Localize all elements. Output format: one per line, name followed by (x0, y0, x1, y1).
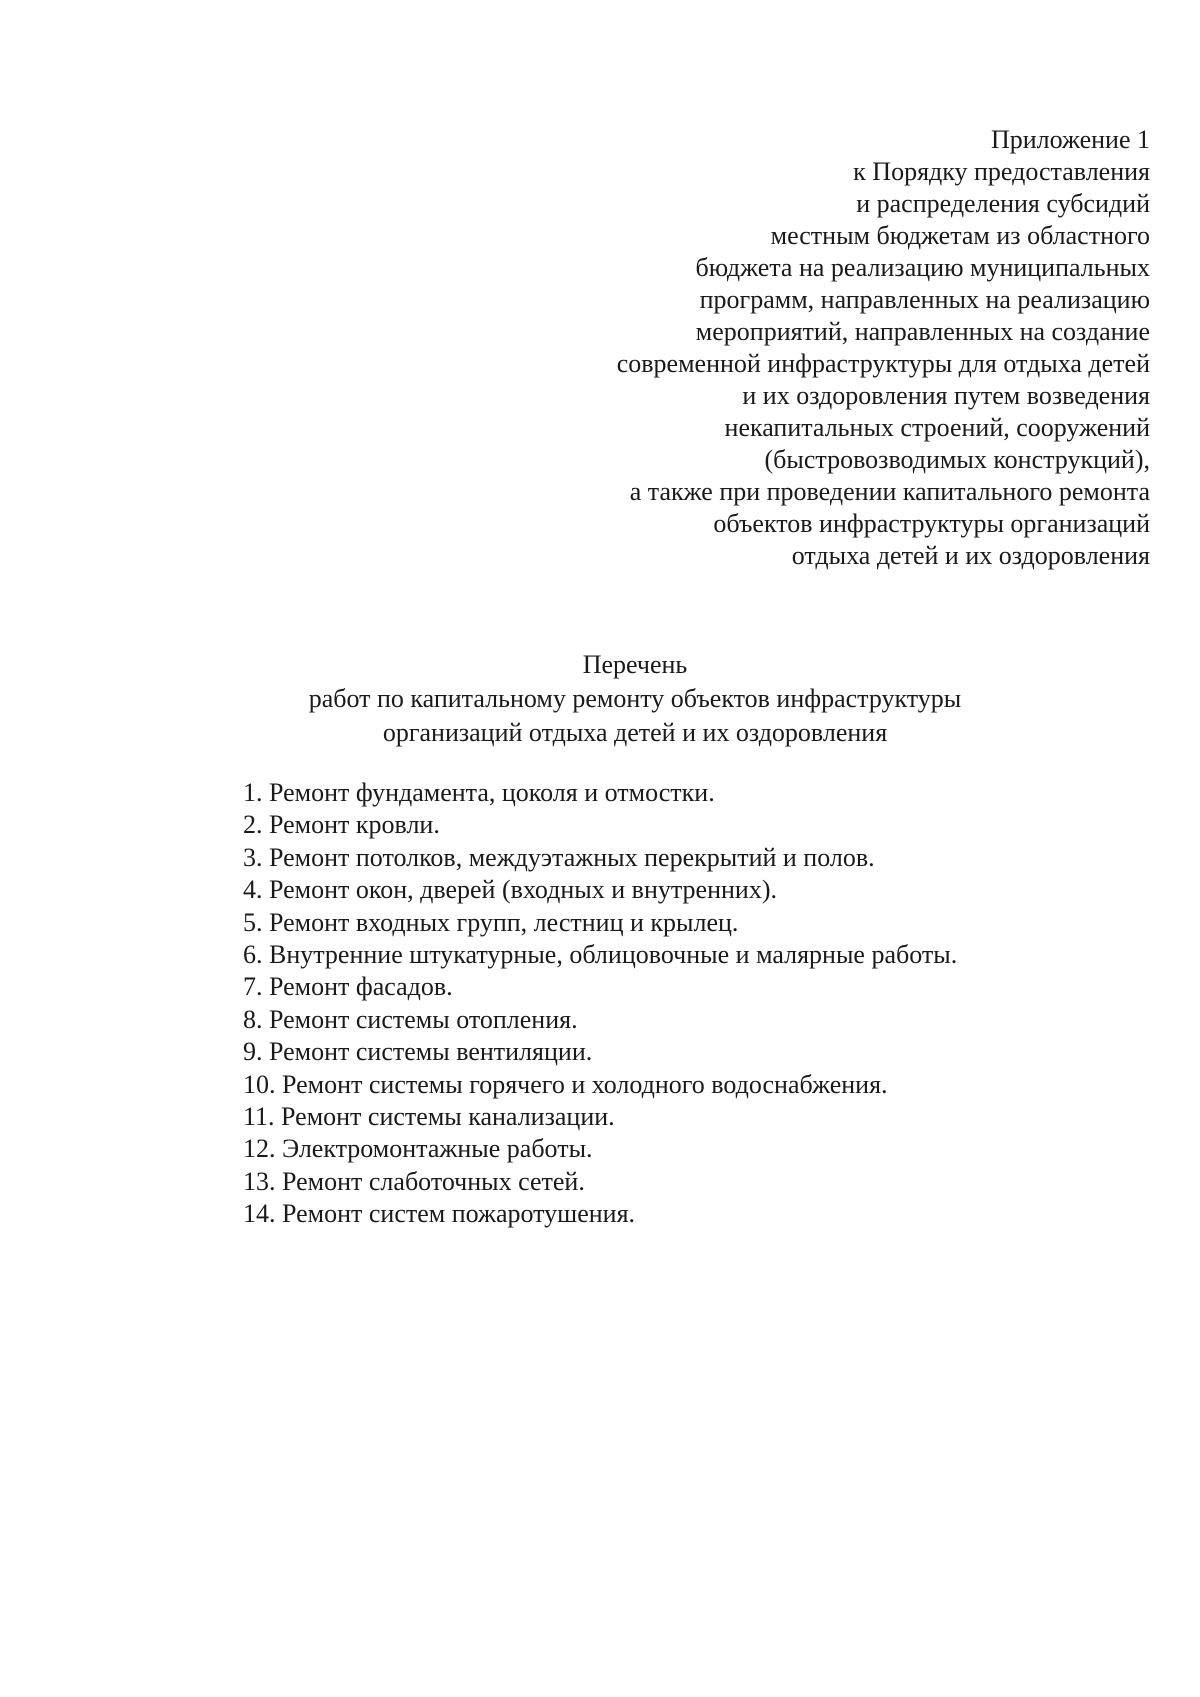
appendix-header-line: (быстровозводимых конструкций), (764, 445, 1150, 474)
list-item: 9. Ремонт системы вентиляции. (243, 1037, 593, 1067)
list-item: 4. Ремонт окон, дверей (входных и внутренних). (243, 875, 777, 905)
appendix-header-line: местным бюджетам из областного (770, 221, 1150, 250)
list-item: 14. Ремонт систем пожаротушения. (243, 1199, 636, 1229)
appendix-header-line: мероприятий, направленных на создание (695, 317, 1150, 346)
document-title: Перечень (582, 650, 688, 679)
list-item: 5. Ремонт входных групп, лестниц и крылец. (243, 907, 739, 937)
document-subtitle-line: организаций отдыха детей и их оздоровления (382, 718, 888, 747)
list-item: 8. Ремонт системы отопления. (243, 1004, 578, 1034)
appendix-header-line: и распределения субсидий (856, 189, 1150, 218)
appendix-header-line: отдыха детей и их оздоровления (791, 541, 1150, 570)
appendix-header-line: некапитальных строений, сооружений (724, 413, 1150, 442)
document-title-block (0, 648, 1200, 750)
appendix-header-line: бюджета на реализацию муниципальных (695, 253, 1150, 282)
appendix-header-line: а также при проведении капитального ремонта (629, 477, 1150, 506)
works-list (243, 777, 957, 1231)
appendix-header-line: объектов инфраструктуры организаций (713, 509, 1150, 538)
appendix-header-line: и их оздоровления путем возведения (742, 381, 1150, 410)
appendix-header (450, 124, 1150, 572)
appendix-header-line: к Порядку предоставления (853, 157, 1150, 186)
list-item: 11. Ремонт системы канализации. (243, 1102, 615, 1132)
list-item: 7. Ремонт фасадов. (243, 972, 453, 1002)
list-item: 12. Электромонтажные работы. (243, 1134, 593, 1164)
list-item: 2. Ремонт кровли. (243, 810, 440, 840)
list-item: 1. Ремонт фундамента, цоколя и отмостки. (243, 778, 715, 807)
appendix-header-line: современной инфраструктуры для отдыха детей (616, 349, 1150, 378)
list-item: 10. Ремонт системы горячего и холодного водоснабжения. (243, 1069, 888, 1099)
list-item: 3. Ремонт потолков, междуэтажных перекрытий и полов. (243, 842, 875, 872)
appendix-header-line: программ, направленных на реализацию (699, 285, 1150, 314)
list-item: 13. Ремонт слаботочных сетей. (243, 1166, 585, 1196)
appendix-header-line: Приложение 1 (990, 125, 1150, 154)
document-subtitle-line: работ по капитальному ремонту объектов инфраструктуры (308, 684, 962, 713)
list-item: 6. Внутренние штукатурные, облицовочные и малярные работы. (243, 940, 958, 970)
